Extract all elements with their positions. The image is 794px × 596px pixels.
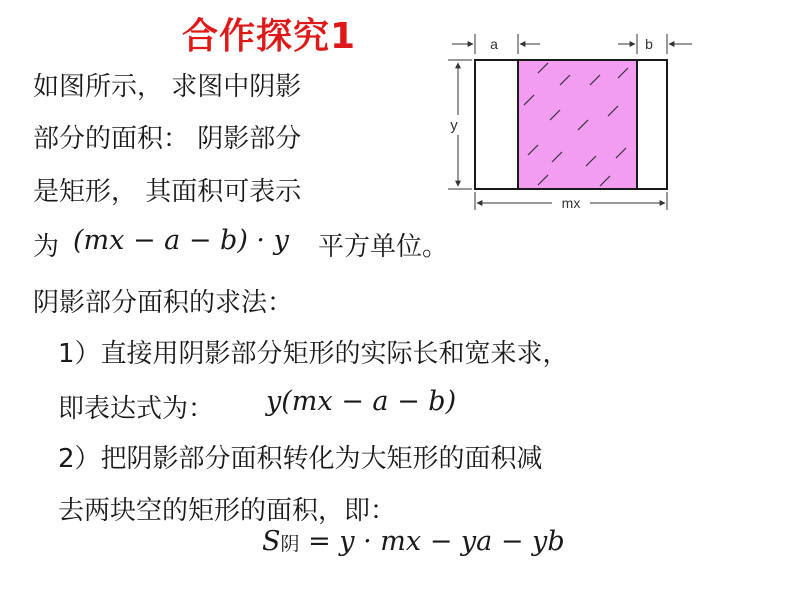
method-heading: 阴影部分面积的求法： xyxy=(33,288,294,318)
intro-line-3: 是矩形， 其面积可表示 xyxy=(33,177,302,207)
rectangle-figure xyxy=(440,30,700,220)
label-mx: mx xyxy=(561,195,581,211)
method-1-line-2-prefix: 即表达式为： xyxy=(58,394,215,424)
label-b: b xyxy=(645,36,653,52)
method-1-expression: y(mx − a − b) xyxy=(266,386,457,417)
method-1-line-1: 1）直接用阴影部分矩形的实际长和宽来求， xyxy=(58,339,569,369)
intro-line-1: 如图所示， 求图中阴影 xyxy=(33,72,302,102)
formula-rhs: = y · mx − ya − yb xyxy=(299,526,565,557)
label-y: y xyxy=(450,117,458,134)
shaded-area-formula xyxy=(262,526,565,557)
intro-line-4-prefix: 为 xyxy=(33,232,60,262)
shaded-rectangle xyxy=(518,60,637,189)
page-title: 合作探究1 xyxy=(182,16,357,57)
intro-line-2: 部分的面积： 阴影部分 xyxy=(33,124,302,154)
formula-lhs: S xyxy=(262,526,281,557)
formula-subscript: 阴 xyxy=(280,533,300,555)
intro-line-4-suffix: 平方单位。 xyxy=(318,232,449,262)
area-expression: (mx − a − b) · y xyxy=(73,225,289,256)
method-2-line-1: 2）把阴影部分面积转化为大矩形的面积减 xyxy=(58,444,543,474)
label-a: a xyxy=(490,36,498,52)
method-2-line-2: 去两块空的矩形的面积，即： xyxy=(58,496,397,526)
